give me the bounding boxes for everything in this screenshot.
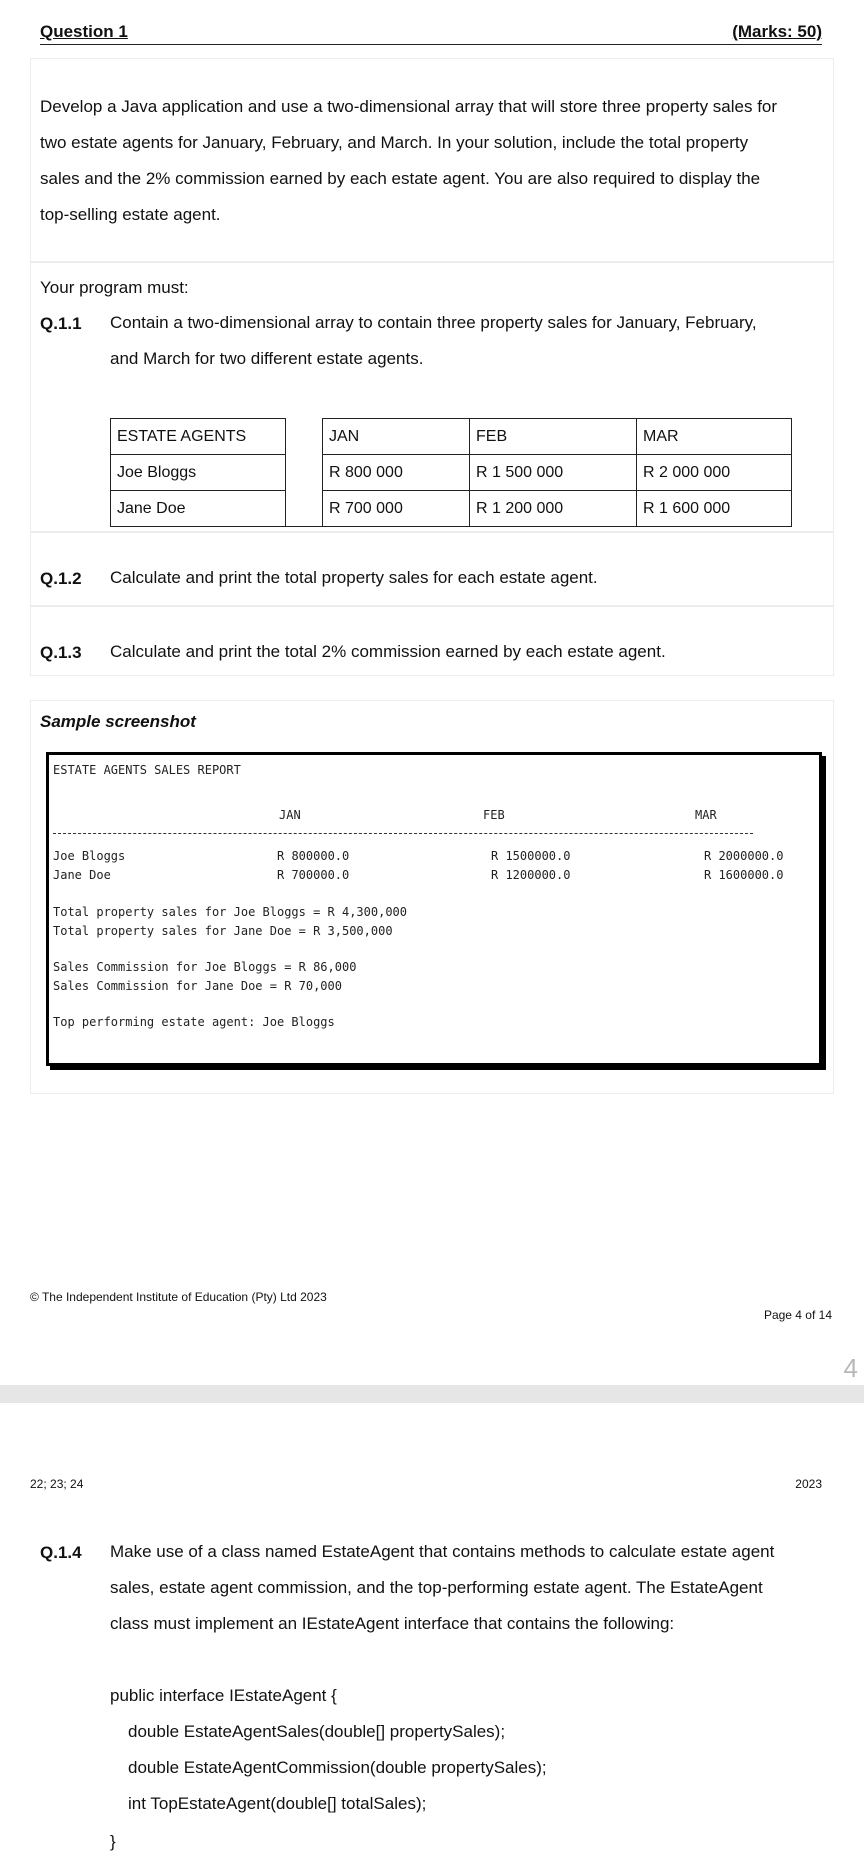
question-marks: (Marks: 50) (732, 22, 822, 41)
agents-table (110, 418, 792, 527)
table-cell: Jane Doe (111, 491, 286, 527)
console-col-mar: MAR (695, 808, 717, 822)
console-divider (53, 833, 753, 834)
intro-line: two estate agents for January, February, and March. In your solution, include the total property (40, 133, 749, 152)
code-line: double EstateAgentSales(double[] propertySales); (128, 1722, 506, 1741)
console-row-feb: R 1500000.0 (491, 849, 571, 863)
console-row-mar: R 2000000.0 (704, 849, 784, 863)
table-header-cell: MAR (637, 419, 792, 455)
table-header-cell: FEB (470, 419, 637, 455)
console-row-name: Joe Bloggs (53, 849, 126, 863)
console-commission-line: Sales Commission for Jane Doe = R 70,000 (53, 979, 342, 993)
console-title: ESTATE AGENTS SALES REPORT (53, 763, 241, 777)
q111-line: Contain a two-dimensional array to contain three property sales for January, February, (110, 313, 757, 332)
page-separator (0, 1385, 864, 1403)
console-top-agent: Top performing estate agent: Joe Bloggs (53, 1015, 335, 1029)
q114-text (110, 1534, 830, 1642)
footer-page: Page 4 of 14 (763, 1308, 832, 1322)
q114-line: class must implement an IEstateAgent interface that contains the following: (110, 1614, 675, 1633)
table-cell: Joe Bloggs (111, 455, 286, 491)
q112-text: Calculate and print the total property sales for each estate agent. (110, 568, 598, 587)
q114-line: Make use of a class named EstateAgent that contains methods to calculate estate agent (110, 1542, 775, 1561)
intro-line: top-selling estate agent. (40, 205, 221, 224)
sample-heading: Sample screenshot (40, 712, 196, 731)
code-line: int TopEstateAgent(double[] totalSales); (128, 1794, 427, 1813)
table-header-row (111, 419, 792, 455)
viewer-page-number: 4 (843, 1353, 858, 1383)
console-total-line: Total property sales for Joe Bloggs = R 4,300,000 (53, 905, 408, 919)
table-row (111, 491, 792, 527)
code-line: public interface IEstateAgent { (110, 1686, 337, 1705)
question-title: Question 1 (40, 22, 128, 41)
q111-line: and March for two different estate agents. (110, 349, 424, 368)
table-header-cell: ESTATE AGENTS (111, 419, 286, 455)
console-col-feb: FEB (483, 808, 505, 822)
console-row-jan: R 800000.0 (277, 849, 350, 863)
console-row-name: Jane Doe (53, 868, 111, 882)
console-commission-line: Sales Commission for Joe Bloggs = R 86,000 (53, 960, 357, 974)
intro-line: Develop a Java application and use a two-dimensional array that will store three property sales for (40, 97, 778, 116)
table-spacer (286, 455, 323, 491)
console-total-line: Total property sales for Jane Doe = R 3,500,000 (53, 924, 393, 938)
table-cell: R 1 600 000 (637, 491, 792, 527)
table-cell: R 1 200 000 (470, 491, 637, 527)
footer-copyright: © The Independent Institute of Education (Pty) Ltd 2023 (30, 1290, 327, 1304)
title-rule (40, 44, 822, 45)
table-spacer (286, 419, 323, 455)
intro-line: sales and the 2% commission earned by each estate agent. You are also required to display the (40, 169, 761, 188)
console-row-jan: R 700000.0 (277, 868, 350, 882)
q113-number: Q.1.3 (40, 643, 82, 662)
next-page-header-left: 22; 23; 24 (30, 1477, 84, 1491)
q113-text: Calculate and print the total 2% commission earned by each estate agent. (110, 642, 666, 661)
table-row (111, 455, 792, 491)
intro-paragraph (40, 89, 830, 233)
console-screenshot (46, 752, 822, 1066)
q114-number: Q.1.4 (40, 1543, 82, 1562)
table-cell: R 2 000 000 (637, 455, 792, 491)
table-cell: R 800 000 (323, 455, 470, 491)
console-row-feb: R 1200000.0 (491, 868, 571, 882)
console-row-mar: R 1600000.0 (704, 868, 784, 882)
table-spacer (286, 491, 323, 527)
table-cell: R 700 000 (323, 491, 470, 527)
q111-text (110, 305, 830, 377)
q112-number: Q.1.2 (40, 569, 82, 588)
console-col-jan: JAN (279, 808, 301, 822)
q111-number: Q.1.1 (40, 314, 82, 333)
table-header-cell: JAN (323, 419, 470, 455)
next-page-header-right: 2023 (795, 1477, 822, 1491)
must-label: Your program must: (40, 278, 189, 297)
q114-line: sales, estate agent commission, and the top-performing estate agent. The EstateAgent (110, 1578, 763, 1597)
code-line: } (110, 1832, 116, 1851)
code-line: double EstateAgentCommission(double propertySales); (128, 1758, 547, 1777)
table-cell: R 1 500 000 (470, 455, 637, 491)
